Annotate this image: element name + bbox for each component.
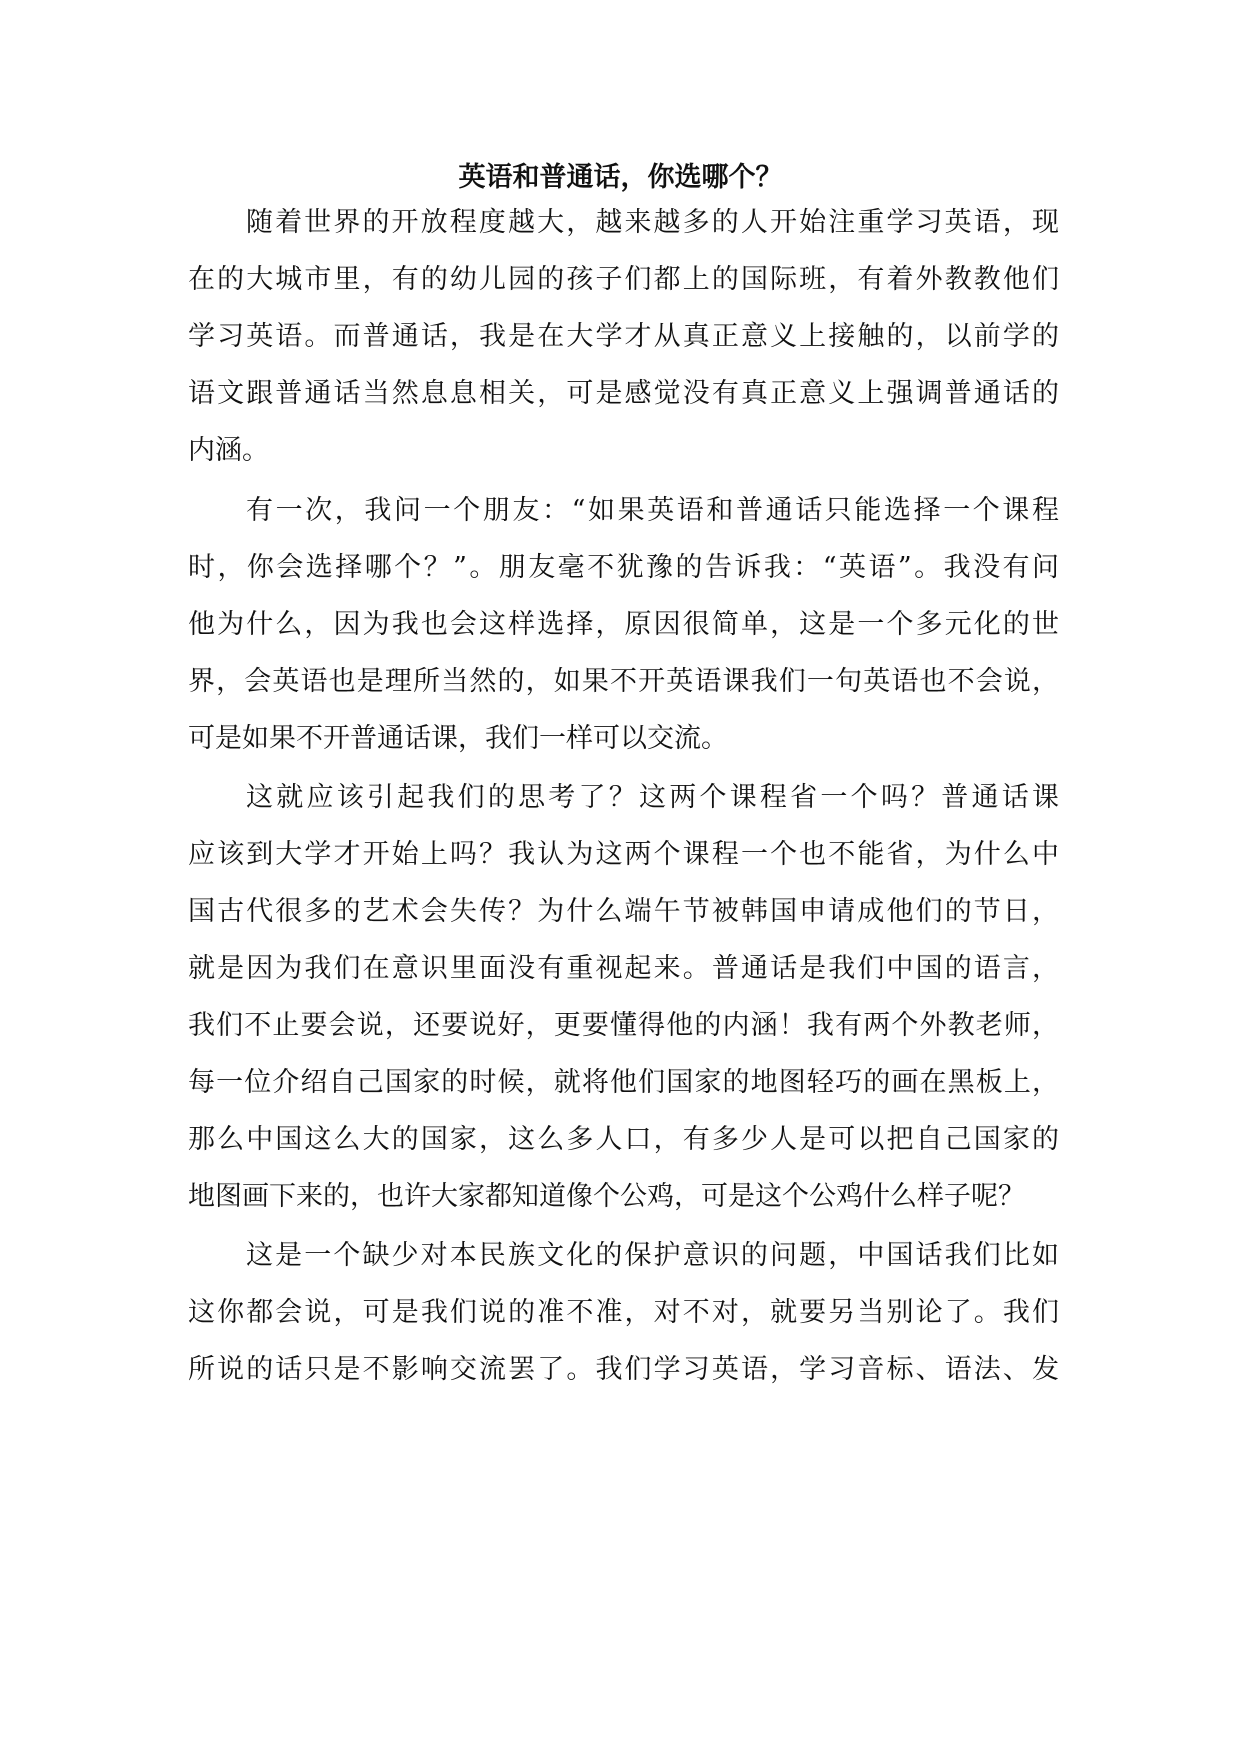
paragraph-4-line-1: 这是一个缺少对本民族文化的保护意识的问题，中国话我们比如: [246, 1240, 1059, 1271]
paragraph-1-line-3: 学习英语。而普通话，我是在大学才从真正意义上接触的，以前学的: [188, 321, 1059, 352]
paragraph-1-line-4: 语文跟普通话当然息息相关，可是感觉没有真正意义上强调普通话的: [188, 378, 1059, 409]
paragraph-1-line-1: 随着世界的开放程度越大，越来越多的人开始注重学习英语，现: [246, 207, 1059, 238]
paragraph-2-line-5: 可是如果不开普通话课，我们一样可以交流。: [188, 723, 728, 754]
paragraph-2-line-4: 界，会英语也是理所当然的，如果不开英语课我们一句英语也不会说，: [188, 666, 1059, 697]
paragraph-3-line-3: 国古代很多的艺术会失传？为什么端午节被韩国申请成他们的节日，: [188, 896, 1059, 927]
paragraph-4-line-3: 所说的话只是不影响交流罢了。我们学习英语，学习音标、语法、发: [188, 1354, 1059, 1385]
paragraph-1-line-5: 内涵。: [188, 435, 269, 466]
paragraph-3-line-1: 这就应该引起我们的思考了？这两个课程省一个吗？普通话课: [246, 782, 1059, 813]
paragraph-4-line-2: 这你都会说，可是我们说的准不准，对不对，就要另当别论了。我们: [188, 1297, 1059, 1328]
paragraph-3-line-4: 就是因为我们在意识里面没有重视起来。普通话是我们中国的语言，: [188, 953, 1059, 984]
paragraph-3-line-7: 那么中国这么大的国家，这么多人口，有多少人是可以把自己国家的: [188, 1124, 1059, 1155]
paragraph-2-line-3: 他为什么，因为我也会这样选择，原因很简单，这是一个多元化的世: [188, 609, 1059, 640]
paragraph-3-line-6: 每一位介绍自己国家的时候，就将他们国家的地图轻巧的画在黑板上，: [188, 1067, 1059, 1098]
document-title: 英语和普通话，你选哪个？: [458, 162, 783, 193]
paragraph-2-line-2: 时，你会选择哪个？”。朋友毫不犹豫的告诉我：“英语”。我没有问: [188, 552, 1059, 583]
paragraph-3-line-5: 我们不止要会说，还要说好，更要懂得他的内涵！我有两个外教老师，: [188, 1010, 1059, 1041]
paragraph-1-line-2: 在的大城市里，有的幼儿园的孩子们都上的国际班，有着外教教他们: [188, 264, 1059, 295]
paragraph-2-line-1: 有一次，我问一个朋友：“如果英语和普通话只能选择一个课程: [246, 495, 1059, 526]
paragraph-3-line-8: 地图画下来的，也许大家都知道像个公鸡，可是这个公鸡什么样子呢？: [188, 1181, 1025, 1212]
paragraph-3-line-2: 应该到大学才开始上吗？我认为这两个课程一个也不能省，为什么中: [188, 839, 1059, 870]
